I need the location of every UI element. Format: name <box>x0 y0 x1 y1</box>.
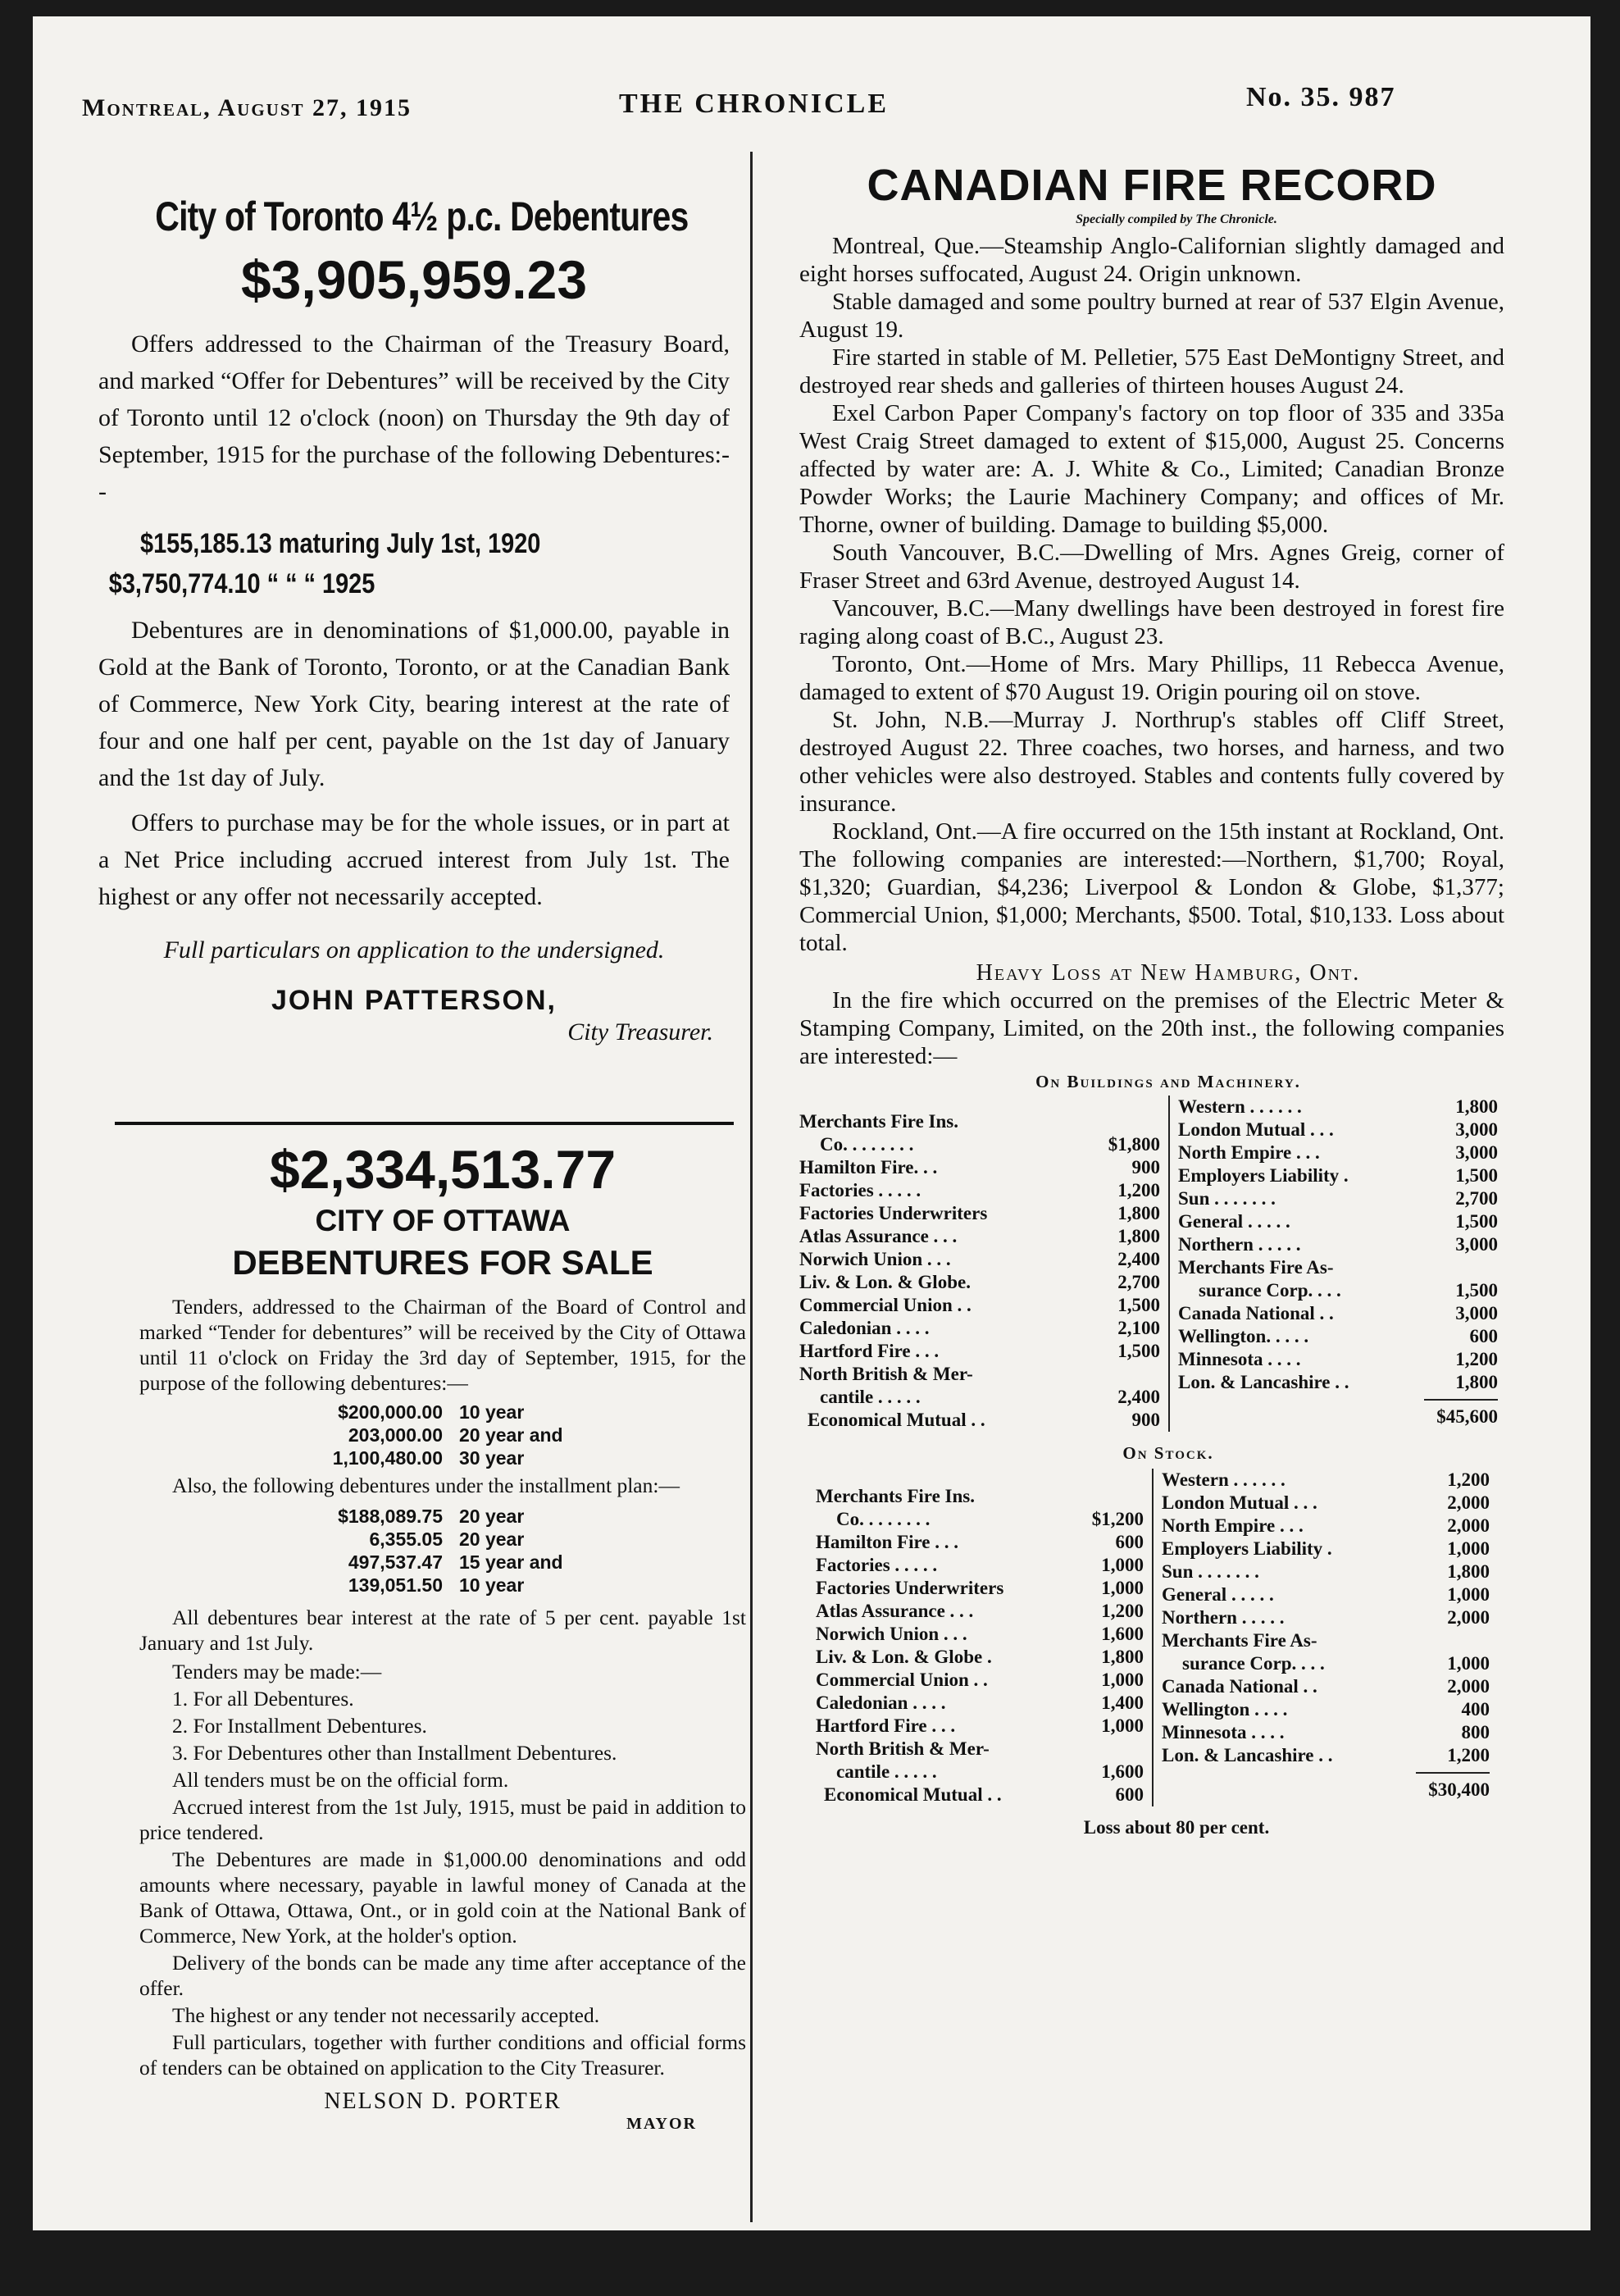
ottawa-full-particulars: Full particulars, together with further conditions and official forms of tenders can be obtained on application to the City Treasurer. <box>139 2030 746 2080</box>
ottawa-interest: All debentures bear interest at the rate of 5 per cent. payable 1st January and 1st July. <box>139 1606 746 1655</box>
company-row: London Mutual . . . 2,000 <box>1162 1492 1490 1513</box>
company-row: Hamilton Fire . . . 600 <box>816 1532 1144 1552</box>
fire-record <box>799 160 1504 1839</box>
fire-entry-st-john: St. John, N.B.—Murray J. Northrup's stables off Cliff Street, destroyed August 22. Three coaches, two horses, and harness, and two other vehicles were also destroyed. Stables and contents fully covered by insurance. <box>799 707 1504 817</box>
ottawa-highest: The highest or any tender not necessarily accepted. <box>172 2003 600 2027</box>
company-row: North Empire . . . 2,000 <box>1162 1515 1490 1536</box>
company-row: Caledonian . . . . 2,100 <box>799 1318 1160 1338</box>
company-row: Atlas Assurance . . . 1,800 <box>799 1226 1160 1246</box>
ottawa-tenders-made: Tenders may be made:— <box>172 1660 382 1683</box>
company-row: Hamilton Fire. . . 900 <box>799 1157 1160 1178</box>
newspaper-page <box>33 16 1590 2230</box>
company-row: Northern . . . . . 2,000 <box>1162 1607 1490 1628</box>
fire-title: CANADIAN FIRE RECORD <box>867 161 1437 210</box>
buildings-left-list <box>799 1096 1160 1432</box>
ottawa-delivery: Delivery of the bonds can be made any time after acceptance of the offer. <box>139 1951 746 2000</box>
stock-right-list <box>1162 1469 1490 1806</box>
ottawa-list-row: $188,089.75 20 year <box>338 1506 525 1527</box>
stock-table <box>799 1469 1504 1806</box>
heavy-loss-text: In the fire which occurred on the premises of the Electric Meter & Stamping Company, Limited, on the 20th inst., the following companies are interested:— <box>799 987 1504 1069</box>
section-divider <box>115 1122 734 1125</box>
company-row: Co. . . . . . . . $1,200 <box>836 1509 1144 1529</box>
stock-left-list <box>816 1469 1144 1806</box>
loss-note: Loss about 80 per cent. <box>1083 1817 1270 1838</box>
company-row: Liv. & Lon. & Globe . 1,800 <box>816 1647 1144 1667</box>
ottawa-list-row: 203,000.00 20 year and <box>348 1424 563 1446</box>
ottawa-list-row: $200,000.00 10 year <box>338 1401 525 1423</box>
ottawa-accrued: Accrued interest from the 1st July, 1915, must be paid in addition to price tendered. <box>139 1795 746 1844</box>
toronto-amount: $3,905,959.23 <box>240 249 588 310</box>
company-row: Co. . . . . . . . $1,800 <box>820 1134 1160 1155</box>
company-row: Caledonian . . . . 1,400 <box>816 1692 1144 1713</box>
ottawa-title-city: CITY OF OTTAWA <box>315 1204 571 1237</box>
company-row: Liv. & Lon. & Globe. 2,700 <box>799 1272 1160 1292</box>
company-row: North British & Mer- <box>816 1738 990 1759</box>
company-row: Minnesota . . . . 800 <box>1162 1722 1490 1742</box>
company-row: Sun . . . . . . . 2,700 <box>1178 1188 1498 1209</box>
company-row: Employers Liability . 1,000 <box>1162 1538 1490 1559</box>
table-divider <box>1152 1469 1154 1806</box>
company-row: Commercial Union . . 1,500 <box>799 1295 1160 1315</box>
ottawa-amount: $2,334,513.77 <box>269 1139 617 1200</box>
heavy-loss-title: Heavy Loss at New Hamburg, Ont. <box>976 960 1361 986</box>
company-row: Western . . . . . . 1,800 <box>1178 1096 1498 1117</box>
company-row: Lon. & Lancashire . . 1,200 <box>1162 1745 1490 1765</box>
company-row: Economical Mutual . . 600 <box>824 1784 1144 1805</box>
company-row: Merchants Fire As- <box>1178 1257 1334 1278</box>
company-row: Canada National . . 3,000 <box>1178 1303 1498 1323</box>
toronto-signer-title: City Treasurer. <box>567 1018 713 1046</box>
ottawa-option-3: 3. For Debentures other than Installment Debentures. <box>172 1741 617 1765</box>
company-row: cantile . . . . . 2,400 <box>820 1387 1160 1407</box>
company-row: Northern . . . . . 3,000 <box>1178 1234 1498 1255</box>
company-row: Employers Liability . 1,500 <box>1178 1165 1498 1186</box>
company-row: Commercial Union . . 1,000 <box>816 1670 1144 1690</box>
ottawa-option-1: 1. For all Debentures. <box>172 1687 354 1711</box>
header-page-number: No. 35. 987 <box>1246 82 1396 112</box>
company-row: Wellington . . . . 400 <box>1162 1699 1490 1720</box>
fire-entry-vancouver: Vancouver, B.C.—Many dwellings have been destroyed in forest fire raging along coast of B.C., August 23. <box>799 595 1504 649</box>
buildings-total: $45,600 <box>1436 1406 1498 1427</box>
company-row: Economical Mutual . . 900 <box>808 1410 1160 1430</box>
toronto-signer: JOHN PATTERSON, <box>271 985 557 1016</box>
company-row: cantile . . . . . 1,600 <box>836 1761 1144 1782</box>
company-row: Merchants Fire Ins. <box>799 1111 958 1132</box>
company-row: Lon. & Lancashire . . 1,800 <box>1178 1372 1498 1392</box>
ottawa-advertisement <box>139 1138 746 2134</box>
ottawa-option-2: 2. For Installment Debentures. <box>172 1714 427 1738</box>
header-date: Montreal, August 27, 1915 <box>82 94 412 121</box>
total-rule <box>1424 1399 1498 1401</box>
buildings-table <box>799 1096 1504 1432</box>
stock-total: $30,400 <box>1428 1779 1490 1800</box>
toronto-denominations: Debentures are in denominations of $1,000.00, payable in Gold at the Bank of Toronto, Toronto, or at the Canadian Bank of Commerce, New York City, bearing interest at the rate of four and one half per cent, payable on the 1st day of January and the 1st day of July. <box>98 617 730 791</box>
company-row: Western . . . . . . 1,200 <box>1162 1469 1490 1490</box>
fire-entry-elgin: Stable damaged and some poultry burned at rear of 537 Elgin Avenue, August 19. <box>799 289 1504 343</box>
ottawa-list-2 <box>295 1505 746 1597</box>
company-row: Canada National . . 2,000 <box>1162 1676 1490 1697</box>
fire-entry-toronto: Toronto, Ont.—Home of Mrs. Mary Phillips, 11 Rebecca Avenue, damaged to extent of $70 August 19. Origin pouring oil on stove. <box>799 651 1504 705</box>
header-title: THE CHRONICLE <box>619 89 889 119</box>
toronto-particulars: Full particulars on application to the undersigned. <box>163 936 665 963</box>
company-row: Factories . . . . . 1,000 <box>816 1555 1144 1575</box>
company-row: Factories Underwriters 1,000 <box>816 1578 1144 1598</box>
company-row: London Mutual . . . 3,000 <box>1178 1119 1498 1140</box>
stock-title: On Stock. <box>1122 1443 1214 1463</box>
toronto-offers: Offers to purchase may be for the whole issues, or in part at a Net Price including accrued interest from July 1st. The highest or any offer not necessarily accepted. <box>98 809 730 910</box>
company-row: Norwich Union . . . 1,600 <box>816 1624 1144 1644</box>
ottawa-official: All tenders must be on the official form. <box>172 1768 509 1792</box>
toronto-maturity-1: $155,185.13 maturing July 1st, 1920 <box>140 528 541 559</box>
company-row: North British & Mer- <box>799 1364 973 1384</box>
company-row: Hartford Fire . . . 1,000 <box>816 1715 1144 1736</box>
ottawa-signer-title: MAYOR <box>626 2115 697 2133</box>
company-row: Wellington. . . . . 600 <box>1178 1326 1498 1346</box>
fire-entry-pelletier: Fire started in stable of M. Pelletier, 575 East DeMontigny Street, and destroyed rear sheds and galleries of thirteen houses August 24. <box>799 344 1504 399</box>
buildings-title: On Buildings and Machinery. <box>1035 1072 1301 1091</box>
ottawa-title-sale: DEBENTURES FOR SALE <box>232 1243 653 1282</box>
total-rule <box>1416 1772 1490 1774</box>
ottawa-intro: Tenders, addressed to the Chairman of the Board of Control and marked “Tender for debentures” will be received by the City of Ottawa until 11 o'clock on Friday the 3rd day of September, 1915, for the purpose of the following debentures:— <box>139 1295 746 1395</box>
ottawa-list-1 <box>287 1401 746 1469</box>
company-row: surance Corp. . . . 1,500 <box>1199 1280 1498 1301</box>
buildings-right-list <box>1178 1096 1498 1432</box>
fire-entry-rockland: Rockland, Ont.—A fire occurred on the 15th instant at Rockland, Ont. The following companies are interested:—Northern, $1,700; Royal, $1,320; Guardian, $4,236; Liverpool & London & Globe, $1,377; Commercial Union, $1,000; Merchants, $500. Total, $10,133. Loss about total. <box>799 818 1504 956</box>
ottawa-list-row: 497,537.47 15 year and <box>348 1551 563 1573</box>
ottawa-list-row: 6,355.05 20 year <box>369 1528 525 1550</box>
toronto-advertisement <box>98 193 730 1046</box>
company-row: Hartford Fire . . . 1,500 <box>799 1341 1160 1361</box>
toronto-intro: Offers addressed to the Chairman of the Treasury Board, and marked “Offer for Debentures” will be received by the City of Toronto until 12 o'clock (noon) on Thursday the 9th day of September, 1915 for the purchase of the following Debentures:-- <box>98 330 730 505</box>
ottawa-list-row: 139,051.50 10 year <box>348 1574 525 1596</box>
company-row: General . . . . . 1,000 <box>1162 1584 1490 1605</box>
ottawa-also: Also, the following debentures under the installment plan:— <box>172 1474 680 1497</box>
ottawa-denominations: The Debentures are made in $1,000.00 denominations and odd amounts where necessary, payable in lawful money of Canada at the Bank of Ottawa, Ottawa, Ont., or in gold coin at the National Bank of Commerce, New York, at the holder's option. <box>139 1847 746 1947</box>
company-row: Sun . . . . . . . 1,800 <box>1162 1561 1490 1582</box>
fire-entry-exel: Exel Carbon Paper Company's factory on top floor of 335 and 335a West Craig Street damaged to extent of $15,000, August 25. Concerns affected by water are: A. J. White & Co., Limited; Canadian Bronze Powder Works; the Laurie Machinery Company; and offices of Mr. Thorne, owner of building. Damage to building $5,000. <box>799 400 1504 538</box>
company-row: Atlas Assurance . . . 1,200 <box>816 1601 1144 1621</box>
company-row: Merchants Fire Ins. <box>816 1486 975 1506</box>
company-row: Factories . . . . . 1,200 <box>799 1180 1160 1200</box>
ottawa-signer: NELSON D. PORTER <box>324 2089 562 2114</box>
column-divider <box>750 152 753 2222</box>
fire-entry-montreal: Montreal, Que.—Steamship Anglo-Californian slightly damaged and eight horses suffocated, August 24. Origin unknown. <box>799 233 1504 287</box>
table-divider <box>1168 1096 1170 1432</box>
ottawa-list-row: 1,100,480.00 30 year <box>332 1447 525 1469</box>
fire-entry-south-vancouver: South Vancouver, B.C.—Dwelling of Mrs. Agnes Greig, corner of Fraser Street and 63rd Avenue, destroyed August 14. <box>799 540 1504 594</box>
company-row: Factories Underwriters 1,800 <box>799 1203 1160 1223</box>
toronto-title: City of Toronto 4½ p.c. Debentures <box>155 194 689 239</box>
toronto-maturity-2: $3,750,774.10 “ “ “ 1925 <box>108 568 375 599</box>
company-row: surance Corp. . . . 1,000 <box>1182 1653 1490 1674</box>
company-row: North Empire . . . 3,000 <box>1178 1142 1498 1163</box>
fire-subtitle: Specially compiled by The Chronicle. <box>1076 212 1277 226</box>
company-row: General . . . . . 1,500 <box>1178 1211 1498 1232</box>
company-row: Minnesota . . . . 1,200 <box>1178 1349 1498 1369</box>
company-row: Merchants Fire As- <box>1162 1630 1317 1651</box>
company-row: Norwich Union . . . 2,400 <box>799 1249 1160 1269</box>
